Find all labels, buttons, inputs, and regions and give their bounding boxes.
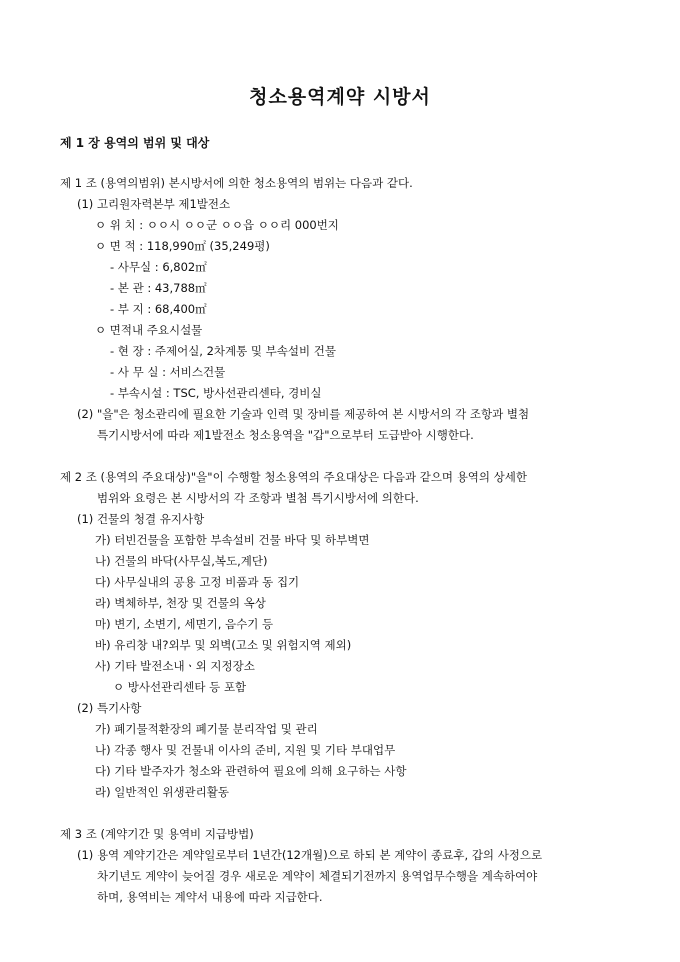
facility-field: - 현 장 : 주제어실, 2차계통 및 부속설비 건물: [110, 344, 336, 358]
special-item-c: 다) 기타 발주자가 청소와 관련하여 필요에 의해 요구하는 사항: [95, 764, 407, 778]
article-1-heading: 제 1 조 (용역의범위) 본시방서에 의한 청소용역의 범위는 다음과 같다.: [60, 176, 413, 190]
cleaning-item-g: 사) 기타 발전소내ㆍ외 지정장소: [95, 659, 255, 673]
facility-annex: - 부속시설 : TSC, 방사선관리센타, 경비실: [110, 386, 322, 400]
chapter-heading: 제 1 장 용역의 범위 및 대상: [60, 136, 210, 150]
cleaning-item-e: 마) 변기, 소변기, 세면기, 음수기 등: [95, 617, 274, 631]
special-item-a: 가) 폐기물적환장의 폐기물 분리작업 및 관리: [95, 722, 318, 736]
document-title: 청소용역계약 시방서: [249, 86, 431, 108]
article-1-item-2-line-2: 특기시방서에 따라 제1발전소 청소용역을 "갑"으로부터 도급받아 시행한다.: [97, 428, 474, 442]
article-2-heading-line-1: 제 2 조 (용역의 주요대상)"을"이 수행할 청소용역의 주요대상은 다음과 같으며 용역의 상세한: [60, 470, 527, 484]
cleaning-item-g-sub: ㅇ 방사선관리센타 등 포함: [113, 680, 247, 694]
location-line: ㅇ 위 치 : ㅇㅇ시 ㅇㅇ군 ㅇㅇ읍 ㅇㅇ리 000번지: [95, 218, 339, 232]
cleaning-item-b: 나) 건물의 바닥(사무실,복도,계단): [95, 554, 268, 568]
area-line: ㅇ 면 적 : 118,990㎡ (35,249평): [95, 239, 270, 253]
article-1-item-1: (1) 고리원자력본부 제1발전소: [77, 197, 231, 211]
facility-office: - 사 무 실 : 서비스건물: [110, 365, 226, 379]
special-item-d: 라) 일반적인 위생관리활동: [95, 785, 229, 799]
cleaning-item-a: 가) 터빈건물을 포함한 부속설비 건물 바닥 및 하부벽면: [95, 533, 370, 547]
cleaning-item-f: 바) 유리창 내?외부 및 외벽(고소 및 위험지역 제외): [95, 638, 352, 652]
cleaning-item-d: 라) 벽체하부, 천장 및 건물의 옥상: [95, 596, 266, 610]
area-office: - 사무실 : 6,802㎡: [110, 260, 207, 274]
facilities-heading: ㅇ 면적내 주요시설물: [95, 323, 203, 337]
article-3-heading: 제 3 조 (계약기간 및 용역비 지급방법): [60, 827, 254, 841]
article-1-item-2-line-1: (2) "을"은 청소관리에 필요한 기술과 인력 및 장비를 제공하여 본 시방서의 각 조항과 별첨: [77, 407, 530, 421]
area-main-hall: - 본 관 : 43,788㎡: [110, 281, 207, 295]
area-site: - 부 지 : 68,400㎡: [110, 302, 207, 316]
special-item-b: 나) 각종 행사 및 건물내 이사의 준비, 지원 및 기타 부대업무: [95, 743, 396, 757]
article-2-item-1: (1) 건물의 청결 유지사항: [77, 512, 205, 526]
article-3-item-1-line-2: 차기년도 계약이 늦어질 경우 새로운 계약이 체결되기전까지 용역업무수행을 계속하여야: [97, 869, 538, 883]
article-2-heading-line-2: 범위와 요령은 본 시방서의 각 조항과 별첨 특기시방서에 의한다.: [97, 491, 419, 505]
article-3-item-1-line-1: (1) 용역 계약기간은 계약일로부터 1년간(12개월)으로 하되 본 계약이 종료후, 갑의 사정으로: [77, 848, 543, 862]
article-2-item-2: (2) 특기사항: [77, 701, 142, 715]
article-3-item-1-line-3: 하며, 용역비는 계약서 내용에 따라 지급한다.: [97, 890, 323, 904]
cleaning-item-c: 다) 사무실내의 공용 고정 비품과 동 집기: [95, 575, 300, 589]
